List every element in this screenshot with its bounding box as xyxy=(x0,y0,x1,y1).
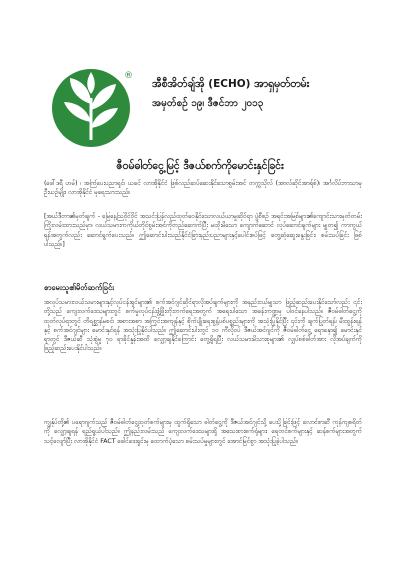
byline: (ဖေါ်ဒရီ ဟမ်) ၊ အကြံပေးပညာရှင်၊ ယခင် လာအိုနိုင်ငံ ဖြစ်လည်ဆပ်ဆေးနိုင်သောစွမ်းအင် တက္ကသိုလ် (အာလ်ဆိုင်အာရ်စ်)၊ အင်္ဂလိပ်ဘာသာမှ ဦးယဉ်မျိုး၊ လာအိုနိုင်ငံ မှရေးသားသည်။ xyxy=(44,180,362,197)
section-heading: စာမေးသူ၏မိတ်ဆက်ခြင်း xyxy=(44,283,115,292)
echo-leaf-logo-icon xyxy=(48,64,134,150)
paragraph-1: အလုပ်သမားလယ်သမားများနှင့်လုပ်ငန်းရှင်များ၏ စက်အင်ဂျင်ဆိုင်ရာလိုအပ်ချက်များကို အနည်းငယ်မျှသာ ဖြည့်ဆည်းပေးနိုင်သော်လည်း ၎င်းတို့သည် ကျေးလက်ဒေသများတွင် စက်မှုလုပ်ငန်းဖွံ့ဖြိုးတိုးတက်ရေးအတွက် အရေးပါသော အခန်းကဏ္ဍမှ ပါဝင်နေပါသည်။ ဇီဝမ်ဓါတ်ငွေ့ကို ထုတ်လုပ်ရာတွင် တိရစ္ဆာန်မစင်၊ အစားအစာ အကြွင်းအကျန်နှင့် စိုက်ပျိုးရေးစွန့်ပစ်ပစ္စည်းများကို အသုံးပြုနိုင်ပြီး ၎င်းကို ချက်ပြုတ်ရန်၊ မီးထွန်းရန်နှင့် စက်အင်ဂျင်များ မောင်းနှင်ရန် အသုံးပြုနိုင်ပါသည်။ ဤဆောင်းပါးတွင် ၁၀ ကီလိုဝပ် ဒီဇယ်အင်ဂျင်ကို ဇီဝမ်ဓါတ်ငွေ့ ရောနှော၍ မောင်းနှင်ရာတွင် ဒီဇယ်ဆီ သုံးစွဲမှု ၇၀ ရာခိုင်နှုန်းအထိ လျှော့ချနိုင်ကြောင်း တွေ့ရှိရပြီး လယ်သမားမိသားစုများ၏ လျှပ်စစ်ဓါတ်အား လိုအပ်ချက်ကို ဖြည့်ဆည်းပေးနိုင်ပါသည်။ xyxy=(44,299,362,353)
echo-logo xyxy=(48,64,134,150)
header xyxy=(152,76,362,112)
org-title: အီစီအိတ်ချ်အို (ECHO) အာရှမှတ်တမ်း xyxy=(152,78,310,90)
issue-line: အမှတ်စဉ် ၁၉၊ ဒီဇင်ဘာ ၂၀၁၃ xyxy=(152,98,264,109)
registered-mark: ® xyxy=(124,71,133,81)
editor-note: [အယ်ဒီတာ၏မှတ်ချက် - မြေနေ့ဩဝိုင်ဝိုင် အသင်းပြန်လည်ထုတ်ဝေနိုင်သောလယ်ယာမှုဆိုင်ရာ ပွဲစီစဉ် အရင်းအမြစ်များ၏ကျောင်းသားမှတ်တမ်းကြိုးလမ်းထားသည်မှာ၊ လယ်သမားကကိုယ်တိုင်စွမ်းအင်ကိုတည်ဆောက်ပြီး မထိုးမိသော ကျောက်ဆောင် လုပ်ဆောင်ချက်များ မျှတ၍ ကာကွယ်ရန်အတွက်လည်း ဆောင်ရွက်ပေးသည်။ ဤဆောင်းပါးသည်နိုင်ငံခြားနည်းပညာများနှင့်ပေါင်းစပ်ဖြင့် တွေ့ဆုံဆွေးနွေးခြင်း၊ စမ်းသပ်ခြင်း ဖြစ်ပါသည်။] xyxy=(44,213,362,248)
article-title: ဇီဝမ်ဓါတ်ငွေ့မြင့် ဒီဇယ်စက်ကိုမောင်းနှင်ခြင်း xyxy=(116,160,284,172)
paragraph-2: ကျွန်ုပ်တို့၏ ပရောဂျက်သည် ဇီဝမ်ဓါတ်ငွေ့ထုတ်စက်များမှ ထွက်ရှိသော ဓါတ်ငွေ့ကို ဒီဇယ်အင်ဂျင်သို့ ပေးပို့ခြင်းဖြင့် လောင်စာဆီ ကုန်ကျစရိတ်ကို လျှော့ချရန် ရည်ရွယ်ပါသည်။ ဤနည်းလမ်းသည် ကျေးလက်ဒေသများရှိ အသေးစားစက်ရုံများ၊ ရေတင်စက်များနှင့် ဆန်စက်များအတွက် သင့်လျော်ပြီး လာအိုနိုင်ငံ FACT ဖေါင်ဒေးရှင်းမှ ထောက်ပံ့သော စမ်းသပ်မှုများတွင် အောင်မြင်စွာ အသုံးပြုခဲ့ပါသည်။ xyxy=(44,419,362,445)
